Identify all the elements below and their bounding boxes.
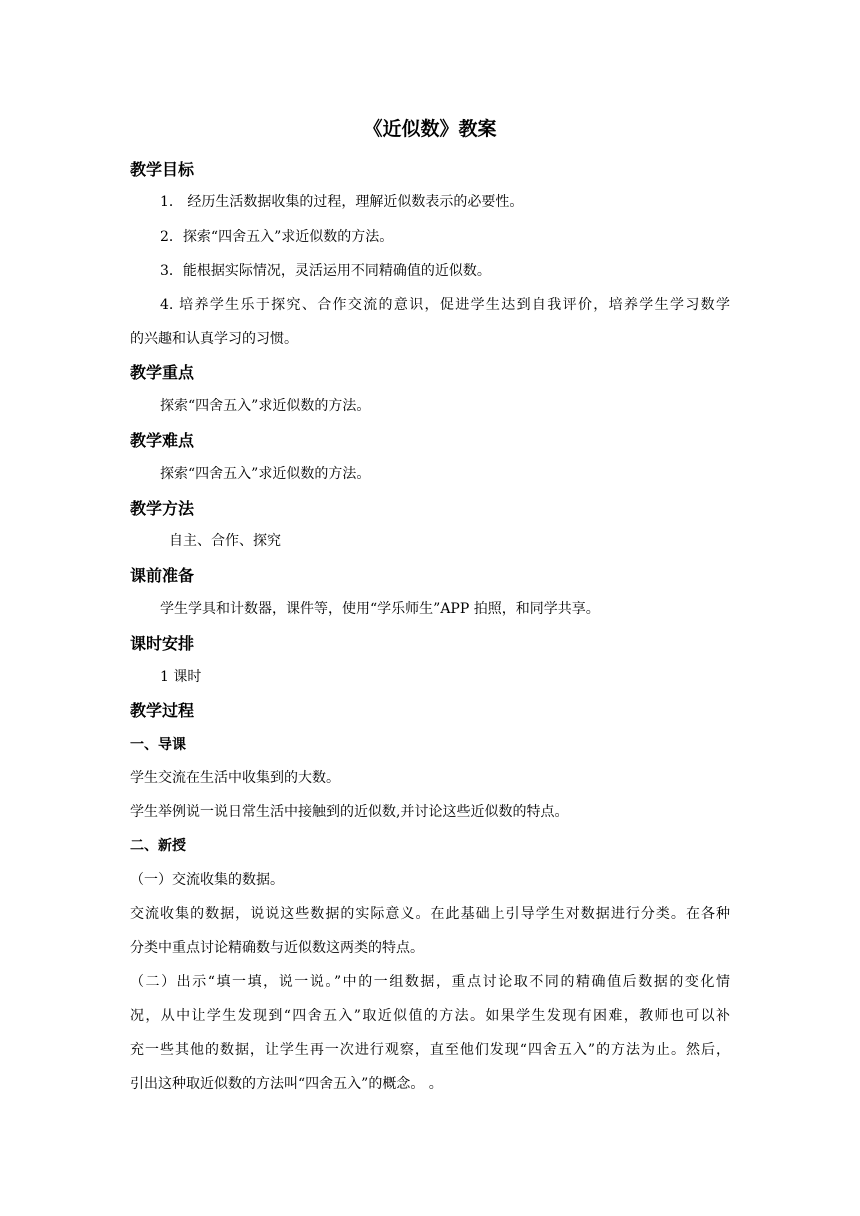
goal-item-4-cont: 的兴趣和认真学习的习惯。 <box>130 331 298 347</box>
process-part2-sub2-line-2: 况，从中让学生发现到“四舍五入”取近似值的方法。如果学生发现有困难，教师也可以补 <box>130 1008 730 1024</box>
process-part2-sub1: （一）交流收集的数据。 <box>130 872 284 888</box>
schedule-text: 1 课时 <box>160 669 202 685</box>
goal-item-2: 2．探索“四舍五入”求近似数的方法。 <box>160 229 394 245</box>
goal-item-4: 4. 培养学生乐于探究、合作交流的意识，促进学生达到自我评价，培养学生学习数学 <box>160 297 730 313</box>
process-part2-heading: 二、新授 <box>130 838 186 854</box>
document-title: 《近似数》教案 <box>363 118 497 140</box>
difficulty-text: 探索“四舍五入”求近似数的方法。 <box>160 466 371 482</box>
section-heading-difficulty: 教学难点 <box>130 431 195 450</box>
process-part2-sub2-line-1: （二）出示“填一填，说一说。”中的一组数据，重点讨论取不同的精确值后数据的变化情 <box>130 974 730 990</box>
goal-item-3: 3．能根据实际情况，灵活运用不同精确值的近似数。 <box>160 263 491 279</box>
goal-item-1: 1． 经历生活数据收集的过程，理解近似数表示的必要性。 <box>160 194 524 210</box>
section-heading-schedule: 课时安排 <box>130 634 195 653</box>
process-part2-sub1-line-2: 分类中重点讨论精确数与近似数这两类的特点。 <box>130 940 424 956</box>
method-text: 自主、合作、探究 <box>169 533 281 549</box>
process-part1-line-1: 学生交流在生活中收集到的大数。 <box>130 770 340 786</box>
section-heading-key-point: 教学重点 <box>130 363 195 382</box>
process-part1-line-2: 学生举例说一说日常生活中接触到的近似数,并讨论这些近似数的特点。 <box>130 804 569 820</box>
section-heading-preparation: 课前准备 <box>130 566 195 585</box>
section-heading-method: 教学方法 <box>130 499 195 518</box>
key-point-text: 探索“四舍五入”求近似数的方法。 <box>160 398 371 414</box>
process-part2-sub2-line-4: 引出这种取近似数的方法叫“四舍五入”的概念。 。 <box>130 1076 443 1092</box>
preparation-text: 学生学具和计数器，课件等，使用“学乐师生”APP 拍照，和同学共享。 <box>160 601 600 617</box>
process-part2-sub2-line-3: 充一些其他的数据，让学生再一次进行观察，直至他们发现“四舍五入”的方法为止。然后， <box>130 1042 730 1058</box>
section-heading-goals: 教学目标 <box>130 160 195 179</box>
process-part1-heading: 一、导课 <box>130 737 186 753</box>
section-heading-process: 教学过程 <box>130 701 195 720</box>
process-part2-sub1-line-1: 交流收集的数据，说说这些数据的实际意义。在此基础上引导学生对数据进行分类。在各种 <box>130 906 730 922</box>
